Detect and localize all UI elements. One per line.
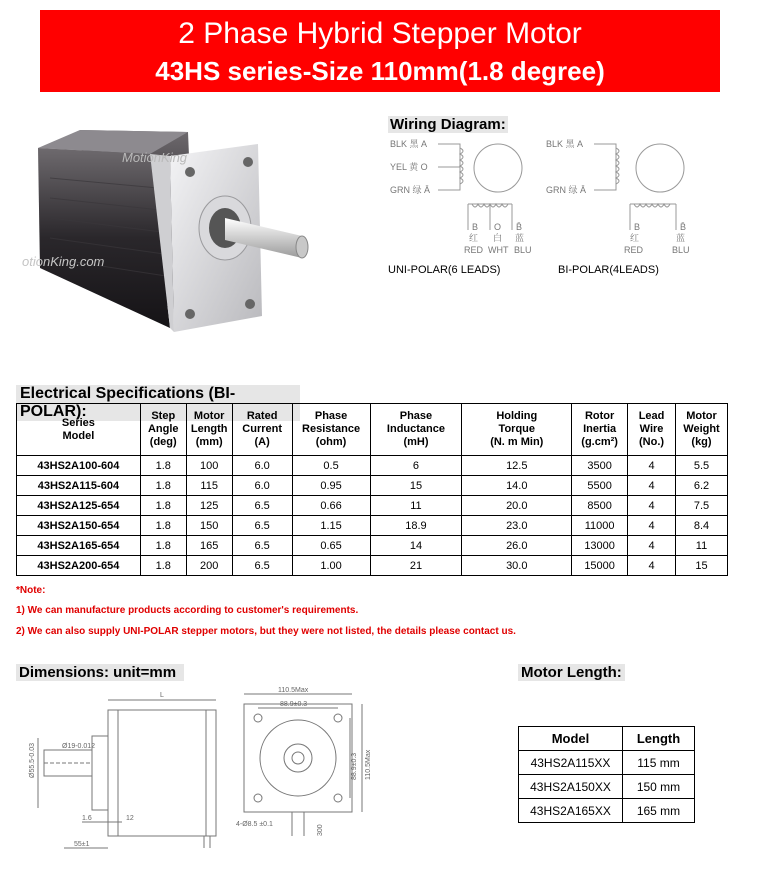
spec-cell: 1.8 <box>140 556 186 576</box>
table-row <box>519 775 695 799</box>
spec-cell: 4 <box>628 536 676 556</box>
svg-text:B̄: B̄ <box>516 222 523 232</box>
header-text: Wire <box>639 423 664 435</box>
note-1: 1) We can manufacture products according to customer's requirements. <box>16 605 359 616</box>
spec-header-cell <box>462 404 572 456</box>
spec-cell: 15 <box>676 556 728 576</box>
spec-header-cell <box>628 404 676 456</box>
spec-cell: 14.0 <box>462 476 572 496</box>
spec-cell: 8.4 <box>676 516 728 536</box>
header-text: (deg) <box>149 436 177 448</box>
electrical-specs-table <box>16 403 728 576</box>
model-cell: 43HS2A125-654 <box>17 496 141 516</box>
header-text: Current <box>242 423 283 435</box>
title-line-1: 2 Phase Hybrid Stepper Motor <box>178 17 582 50</box>
header-text: Model <box>62 429 95 442</box>
header-text: Rotor <box>584 410 615 422</box>
header-text: Step <box>151 410 176 422</box>
spec-cell: 1.8 <box>140 476 186 496</box>
svg-text:Ø55.5-0.03: Ø55.5-0.03 <box>29 742 36 778</box>
header-text: Phase <box>399 410 433 422</box>
header-text: (mm) <box>195 436 223 448</box>
header-text: (kg) <box>691 436 712 448</box>
spec-header-cell <box>572 404 628 456</box>
spec-cell: 4 <box>628 516 676 536</box>
spec-cell: 1.8 <box>140 516 186 536</box>
spec-cell: 6.2 <box>676 476 728 496</box>
svg-text:GRN 绿 Ā: GRN 绿 Ā <box>546 185 587 195</box>
svg-text:GRN 绿 Ā: GRN 绿 Ā <box>390 185 431 195</box>
header-text: Inertia <box>583 423 617 435</box>
title-banner <box>40 10 720 92</box>
model-cell: 43HS2A115-604 <box>17 476 141 496</box>
spec-cell: 8500 <box>572 496 628 516</box>
model-cell: 43HS2A165-654 <box>17 536 141 556</box>
spec-cell: 0.5 <box>292 456 370 476</box>
svg-text:WHT: WHT <box>488 245 509 255</box>
spec-cell: 6.5 <box>232 516 292 536</box>
svg-text:YEL 黄 O: YEL 黄 O <box>390 162 428 172</box>
spec-cell: 13000 <box>572 536 628 556</box>
spec-cell: 3500 <box>572 456 628 476</box>
svg-text:110.5Max: 110.5Max <box>365 749 372 780</box>
svg-text:1.6: 1.6 <box>82 815 92 822</box>
spec-header-cell <box>232 404 292 456</box>
spec-cell: 14 <box>370 536 462 556</box>
svg-text:RED: RED <box>464 245 484 255</box>
spec-cell: 4 <box>628 476 676 496</box>
spec-header-cell <box>370 404 462 456</box>
spec-cell: 6.0 <box>232 476 292 496</box>
header-text: (A) <box>254 436 270 448</box>
length-value-cell: 115 mm <box>623 751 695 775</box>
header-text: (mH) <box>403 436 429 448</box>
header-text: (ohm) <box>315 436 347 448</box>
svg-text:B: B <box>634 222 641 232</box>
model-cell: 43HS2A150-654 <box>17 516 141 536</box>
spec-cell: 4 <box>628 456 676 476</box>
length-header-row <box>519 727 695 751</box>
length-value-cell: 150 mm <box>623 775 695 799</box>
spec-cell: 11 <box>370 496 462 516</box>
header-text: Motor <box>686 410 717 422</box>
unipolar-caption: UNI-POLAR(6 LEADS) <box>388 264 501 276</box>
spec-cell: 6.0 <box>232 456 292 476</box>
header-text: Angle <box>147 423 179 435</box>
header-text: Series <box>61 416 95 429</box>
note-label: *Note: <box>16 585 46 596</box>
bipolar-diagram <box>546 139 690 255</box>
header-text: Holding <box>496 410 538 422</box>
length-model-cell: 43HS2A150XX <box>519 775 623 799</box>
svg-text:红: 红 <box>630 233 640 243</box>
spec-cell: 6.5 <box>232 536 292 556</box>
length-value-cell: 165 mm <box>623 799 695 823</box>
spec-cell: 0.65 <box>292 536 370 556</box>
header-text: (No.) <box>639 436 665 448</box>
spec-cell: 15 <box>370 476 462 496</box>
length-header-cell: Model <box>519 727 623 751</box>
spec-cell: 1.00 <box>292 556 370 576</box>
header-text: Inductance <box>386 423 445 435</box>
svg-text:BLU: BLU <box>514 245 532 255</box>
watermark-text: MotionKing <box>122 150 188 165</box>
table-row <box>17 456 728 476</box>
spec-cell: 0.95 <box>292 476 370 496</box>
header-text: Phase <box>314 410 348 422</box>
svg-text:BLU: BLU <box>672 245 690 255</box>
table-row <box>17 536 728 556</box>
bipolar-caption: BI-POLAR(4LEADS) <box>558 264 659 276</box>
spec-body <box>17 456 728 576</box>
spec-cell: 150 <box>186 516 232 536</box>
svg-text:O: O <box>494 222 502 232</box>
spec-cell: 4 <box>628 556 676 576</box>
svg-text:55±1: 55±1 <box>74 841 90 848</box>
spec-cell: 6 <box>370 456 462 476</box>
dimension-drawing <box>30 686 380 861</box>
title-line-2: 43HS series-Size 110mm(1.8 degree) <box>155 56 605 86</box>
table-row <box>17 476 728 496</box>
spec-cell: 5500 <box>572 476 628 496</box>
spec-cell: 5.5 <box>676 456 728 476</box>
unipolar-diagram <box>390 139 532 255</box>
motor-length-title: Motor Length: <box>518 664 625 681</box>
length-model-cell: 43HS2A165XX <box>519 799 623 823</box>
svg-text:12: 12 <box>126 815 134 822</box>
header-text: (g.cm²) <box>581 436 618 448</box>
svg-text:L: L <box>160 692 164 699</box>
length-model-cell: 43HS2A115XX <box>519 751 623 775</box>
svg-text:110.5Max: 110.5Max <box>278 687 309 694</box>
spec-cell: 6.5 <box>232 556 292 576</box>
spec-cell: 23.0 <box>462 516 572 536</box>
spec-cell: 165 <box>186 536 232 556</box>
header-text: (N. m Min) <box>490 436 544 448</box>
note-2: 2) We can also supply UNI-POLAR stepper motors, but they were not listed, the details please contact us. <box>16 626 516 637</box>
spec-cell: 4 <box>628 496 676 516</box>
wiring-diagram <box>386 134 716 262</box>
motor-length-table <box>518 726 695 823</box>
spec-cell: 200 <box>186 556 232 576</box>
spec-cell: 7.5 <box>676 496 728 516</box>
svg-text:蓝: 蓝 <box>676 233 686 243</box>
table-row <box>519 751 695 775</box>
svg-text:4-Ø8.5 ±0.1: 4-Ø8.5 ±0.1 <box>236 821 273 828</box>
spec-header-cell <box>676 404 728 456</box>
spec-cell: 21 <box>370 556 462 576</box>
spec-cell: 15000 <box>572 556 628 576</box>
header-text: Torque <box>498 423 536 435</box>
spec-cell: 1.15 <box>292 516 370 536</box>
spec-header-cell <box>17 404 141 456</box>
wiring-diagram-title: Wiring Diagram: <box>390 116 506 133</box>
svg-text:300: 300 <box>317 824 324 836</box>
svg-text:蓝: 蓝 <box>515 233 525 243</box>
spec-cell: 6.5 <box>232 496 292 516</box>
electrical-specs-title: Electrical Specifications (BI-POLAR): <box>16 385 300 421</box>
spec-cell: 12.5 <box>462 456 572 476</box>
spec-cell: 100 <box>186 456 232 476</box>
header-text: Lead <box>638 410 665 422</box>
length-header-cell: Length <box>623 727 695 751</box>
table-row <box>17 556 728 576</box>
spec-cell: 125 <box>186 496 232 516</box>
dimensions-title: Dimensions: unit=mm <box>16 664 184 681</box>
spec-cell: 11000 <box>572 516 628 536</box>
spec-cell: 20.0 <box>462 496 572 516</box>
spec-header-cell <box>140 404 186 456</box>
spec-cell: 0.66 <box>292 496 370 516</box>
svg-text:BLK 黑 A: BLK 黑 A <box>546 139 584 149</box>
header-text: Weight <box>683 423 720 435</box>
spec-cell: 30.0 <box>462 556 572 576</box>
header-text: Motor <box>193 410 225 422</box>
svg-text:Ø19-0.012: Ø19-0.012 <box>62 743 96 750</box>
spec-header-cell <box>292 404 370 456</box>
svg-text:B̄: B̄ <box>680 222 687 232</box>
table-row <box>17 516 728 536</box>
header-text: Length <box>190 423 228 435</box>
spec-cell: 11 <box>676 536 728 556</box>
svg-text:白: 白 <box>493 233 503 243</box>
svg-text:红: 红 <box>469 233 479 243</box>
length-body <box>519 751 695 823</box>
spec-cell: 18.9 <box>370 516 462 536</box>
spec-cell: 115 <box>186 476 232 496</box>
table-row <box>519 799 695 823</box>
motor-photo <box>20 118 320 358</box>
watermark-url-text: otionKing.com <box>22 254 105 269</box>
spec-header-row <box>17 404 728 456</box>
svg-text:B: B <box>472 222 479 232</box>
model-cell: 43HS2A100-604 <box>17 456 141 476</box>
svg-text:88.9±0.3: 88.9±0.3 <box>351 752 358 780</box>
spec-cell: 1.8 <box>140 536 186 556</box>
svg-text:RED: RED <box>624 245 644 255</box>
svg-text:88.9±0.3: 88.9±0.3 <box>280 701 308 708</box>
spec-cell: 1.8 <box>140 496 186 516</box>
spec-cell: 1.8 <box>140 456 186 476</box>
spec-cell: 26.0 <box>462 536 572 556</box>
header-text: Rated <box>246 410 278 422</box>
table-row <box>17 496 728 516</box>
svg-text:BLK 黑 A: BLK 黑 A <box>390 139 428 149</box>
header-text: Resistance <box>302 423 361 435</box>
spec-header-cell <box>186 404 232 456</box>
model-cell: 43HS2A200-654 <box>17 556 141 576</box>
